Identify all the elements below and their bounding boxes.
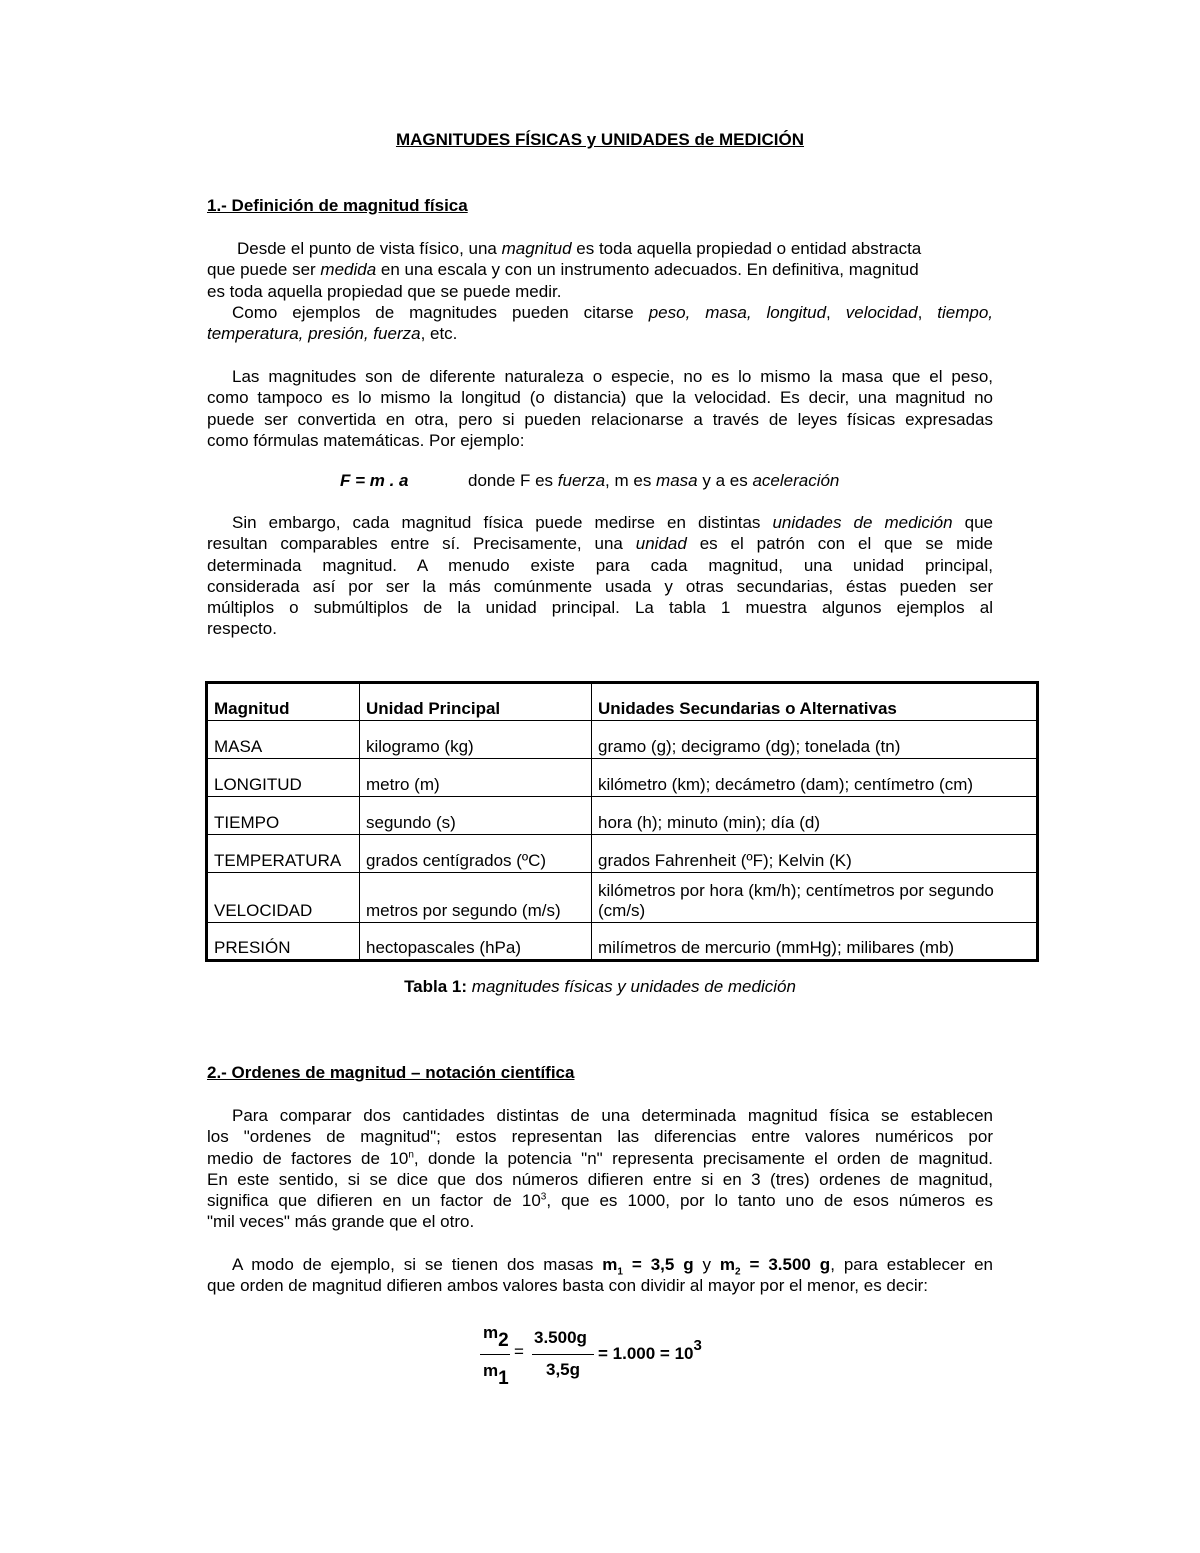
- text-line: En este sentido, si se dice que dos números difieren entre si en 3 (tres) ordenes de magnitud,: [207, 1169, 993, 1189]
- text-line: que orden de magnitud difieren ambos valores basta con dividir al mayor por el menor, es decir:: [207, 1276, 928, 1296]
- table-cell: segundo (s): [360, 797, 592, 835]
- denominator-value: 3,5g: [546, 1360, 581, 1379]
- text-line: puede ser convertida en otra, pero si pueden relacionarse a través de leyes físicas expresadas: [207, 409, 993, 429]
- table-cell: gramo (g); decigramo (dg); tonelada (tn): [592, 721, 1038, 759]
- table-cell: hectopascales (hPa): [360, 923, 592, 961]
- numerator-variable: m2: [483, 1323, 509, 1351]
- text-line: "mil veces" más grande que el otro.: [207, 1212, 475, 1232]
- text-line: A modo de ejemplo, si se tienen dos masas $m_1 = 3,5$ g y $m_2 = 3.500$ g, para establecer en: [232, 1255, 993, 1278]
- table-cell: kilómetro (km); decámetro (dam); centímetro (cm): [592, 759, 1038, 797]
- table-row: [207, 835, 1038, 873]
- table-cell: MASA: [207, 721, 360, 759]
- text-line: medio de factores de 10$^n$, donde la potencia "n" representa precisamente el orden de magnitud.: [207, 1148, 993, 1168]
- section-1-paragraph-3: [207, 512, 993, 640]
- table-row: [207, 759, 1038, 797]
- table-cell: hora (h); minuto (min); día (d): [592, 797, 1038, 835]
- text-line: como tampoco es lo mismo la longitud (o distancia) que la velocidad. Es decir, una magnitud no: [207, 388, 993, 408]
- text-line: Desde el punto de vista físico, una magnitud es toda aquella propiedad o entidad abstracta: [237, 239, 922, 258]
- table-cell: milímetros de mercurio (mmHg); milibares (mb): [592, 923, 1038, 961]
- fraction-bar: [532, 1354, 594, 1355]
- table-cell: TEMPERATURA: [207, 835, 360, 873]
- equals-sign: =: [514, 1342, 524, 1361]
- table-cell: LONGITUD: [207, 759, 360, 797]
- table-row: [207, 797, 1038, 835]
- table-header-cell: Unidades Secundarias o Alternativas: [592, 683, 1038, 721]
- table-cell: PRESIÓN: [207, 923, 360, 961]
- section-2-paragraph-1: [207, 1105, 993, 1233]
- page-title: MAGNITUDES FÍSICAS y UNIDADES de MEDICIÓN: [395, 130, 805, 149]
- text-line: como fórmulas matemáticas. Por ejemplo:: [207, 430, 525, 450]
- table-cell: VELOCIDAD: [207, 873, 360, 923]
- numerator-value: 3.500g: [534, 1328, 587, 1347]
- text-line: Sin embargo, cada magnitud física puede medirse en distintas unidades de medición que: [232, 513, 993, 532]
- section-1-paragraph-2: [207, 366, 993, 451]
- result: = 1.000 = 103: [598, 1337, 702, 1363]
- table-header-cell: Magnitud: [207, 683, 360, 721]
- table-cell: kilogramo (kg): [360, 721, 592, 759]
- text-line: resultan comparables entre sí. Precisamente, una unidad es el patrón con el que se mide: [207, 534, 993, 554]
- table-cell: grados Fahrenheit (ºF); Kelvin (K): [592, 835, 1038, 873]
- table-row: [207, 873, 1038, 923]
- text-line: temperatura, presión, fuerza, etc.: [207, 324, 458, 344]
- table-caption: Tabla 1: magnitudes físicas y unidades de medición: [404, 977, 796, 996]
- text-line: los "ordenes de magnitud"; estos representan las diferencias entre valores numéricos por: [207, 1127, 993, 1147]
- text-line: Como ejemplos de magnitudes pueden citarse peso, masa, longitud, velocidad, tiempo,: [232, 302, 993, 322]
- table-row: [207, 923, 1038, 961]
- text-line: es toda aquella propiedad que se puede medir.: [207, 281, 562, 301]
- table-cell: metro (m): [360, 759, 592, 797]
- section-1-paragraph-1: [207, 238, 993, 344]
- units-table: [205, 681, 1039, 962]
- text-line: que puede ser medida en una escala y con un instrumento adecuados. En definitiva, magnitud: [207, 260, 919, 280]
- section-1-heading: 1.- Definición de magnitud física: [207, 196, 468, 215]
- section-2-paragraph-2: [207, 1254, 993, 1297]
- text-line: determinada magnitud. A menudo existe para cada magnitud, una unidad principal,: [207, 555, 993, 575]
- denominator-variable: m1: [483, 1361, 509, 1389]
- text-line: significa que difieren en un factor de $10^3$, que es 1000, por lo tanto uno de esos números es: [207, 1191, 993, 1211]
- section-2-heading: 2.- Ordenes de magnitud – notación científica: [207, 1063, 575, 1082]
- table-cell: grados centígrados (ºC): [360, 835, 592, 873]
- table-cell: TIEMPO: [207, 797, 360, 835]
- text-line: considerada así por ser la más comúnmente usada y otras secundarias, éstas pueden ser: [207, 576, 993, 596]
- table-header-row: [207, 683, 1038, 721]
- formula-description: donde F es fuerza, m es masa y a es aceleración: [468, 471, 840, 490]
- order-of-magnitude-equation: [478, 1322, 738, 1392]
- text-line: Las magnitudes son de diferente naturaleza o especie, no es lo mismo la masa que el peso,: [232, 367, 993, 386]
- table-cell: kilómetros por hora (km/h); centímetros por segundo (cm/s): [592, 873, 1038, 923]
- table-header-cell: Unidad Principal: [360, 683, 592, 721]
- text-line: múltiplos o submúltiplos de la unidad principal. La tabla 1 muestra algunos ejemplos al: [207, 598, 993, 618]
- table-cell: metros por segundo (m/s): [360, 873, 592, 923]
- table-row: [207, 721, 1038, 759]
- fraction-bar: [480, 1354, 510, 1355]
- text-line: respecto.: [207, 619, 277, 639]
- formula: F = m . a: [340, 471, 409, 490]
- text-line: Para comparar dos cantidades distintas de una determinada magnitud física se establecen: [232, 1106, 993, 1125]
